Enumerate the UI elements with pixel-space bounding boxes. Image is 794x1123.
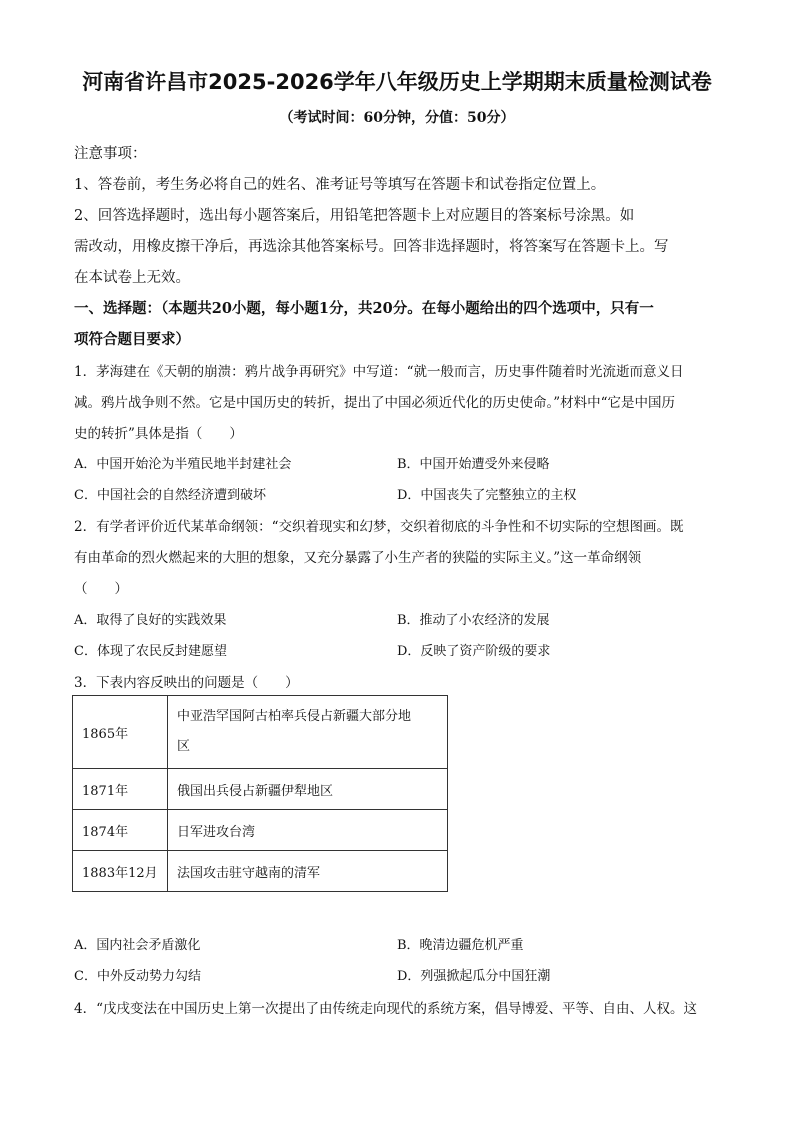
table-row <box>73 769 448 810</box>
table-row <box>73 851 448 892</box>
question-1-option-d[interactable]: D．中国丧失了完整独立的主权 <box>397 488 577 503</box>
question-2-option-c[interactable]: C．体现了农民反封建愿望 <box>74 644 227 659</box>
question-2-option-d[interactable]: D．反映了资产阶级的要求 <box>397 644 551 659</box>
table-cell-event: 俄国出兵侵占新疆伊犁地区 <box>168 769 448 810</box>
question-3-option-b[interactable]: B．晚清边疆危机严重 <box>397 938 524 953</box>
question-4-text: 4．“戊戌变法在中国历史上第一次提出了由传统走向现代的系统方案，倡导博爱、平等、自由、人权。这 <box>74 1001 697 1017</box>
question-3-text: 3．下表内容反映出的问题是（ ） <box>74 675 299 691</box>
exam-duration: （考试时间：60分钟，分值：50分） <box>279 110 515 126</box>
table-row <box>73 696 448 769</box>
question-1-option-a[interactable]: A．中国开始沦为半殖民地半封建社会 <box>74 457 292 472</box>
exam-title: 河南省许昌市2025-2026学年八年级历史上学期期末质量检测试卷 <box>82 70 712 94</box>
table-row <box>73 810 448 851</box>
question-2-option-a[interactable]: A．取得了良好的实践效果 <box>74 613 227 628</box>
question-2-option-b[interactable]: B．推动了小农经济的发展 <box>397 613 550 628</box>
question-3-option-d[interactable]: D．列强掀起瓜分中国狂潮 <box>397 969 551 984</box>
table-cell-event: 日军进攻台湾 <box>168 810 448 851</box>
table-cell-year: 1871年 <box>73 769 168 810</box>
table-cell-event <box>168 696 448 769</box>
events-table <box>72 695 448 892</box>
event-text-cont: 区 <box>177 739 191 754</box>
question-1-text: 减。鸦片战争则不然。它是中国历史的转折，提出了中国必须近代化的历史使命。”材料中“它是中国历 <box>74 395 676 411</box>
question-1-text: 史的转折”具体是指（ ） <box>74 426 243 442</box>
question-3-option-c[interactable]: C．中外反动势力勾结 <box>74 969 201 984</box>
question-2-text: （ ） <box>74 581 128 597</box>
table-cell-event: 法国攻击驻守越南的清军 <box>168 851 448 892</box>
question-1-text: 1．茅海建在《天朝的崩溃：鸦片战争再研究》中写道：“就一般而言，历史事件随着时光流逝而意义日 <box>74 364 684 380</box>
question-2-text: 有由革命的烈火燃起来的大胆的想象，又充分暴露了小生产者的狭隘的实际主义。”这一革命纲领 <box>74 550 642 566</box>
question-1-option-b[interactable]: B．中国开始遭受外来侵略 <box>397 457 550 472</box>
event-text: 中亚浩罕国阿古柏率兵侵占新疆大部分地 <box>177 709 412 724</box>
table-cell-year: 1883年12月 <box>73 851 168 892</box>
question-1-option-c[interactable]: C．中国社会的自然经济遭到破坏 <box>74 488 266 503</box>
question-2-text: 2．有学者评价近代某革命纲领：“交织着现实和幻梦，交织着彻底的斗争性和不切实际的空想图画。既 <box>74 519 684 535</box>
notice-item: 需改动，用橡皮擦干净后，再选涂其他答案标号。回答非选择题时，将答案写在答题卡上。写 <box>74 239 669 255</box>
notice-item: 2、回答选择题时，选出每小题答案后，用铅笔把答题卡上对应题目的答案标号涂黑。如 <box>74 208 635 224</box>
section-heading: 一、选择题：（本题共20小题，每小题1分，共20分。在每小题给出的四个选项中，只有一 <box>74 300 654 317</box>
section-heading-cont: 项符合题目要求） <box>74 331 190 348</box>
table-cell-year: 1874年 <box>73 810 168 851</box>
notice-item: 在本试卷上无效。 <box>74 270 190 286</box>
notice-item: 1、答卷前，考生务必将自己的姓名、准考证号等填写在答题卡和试卷指定位置上。 <box>74 177 606 193</box>
table-cell-year: 1865年 <box>73 696 168 769</box>
question-3-option-a[interactable]: A．国内社会矛盾激化 <box>74 938 201 953</box>
notice-heading: 注意事项： <box>74 146 147 162</box>
